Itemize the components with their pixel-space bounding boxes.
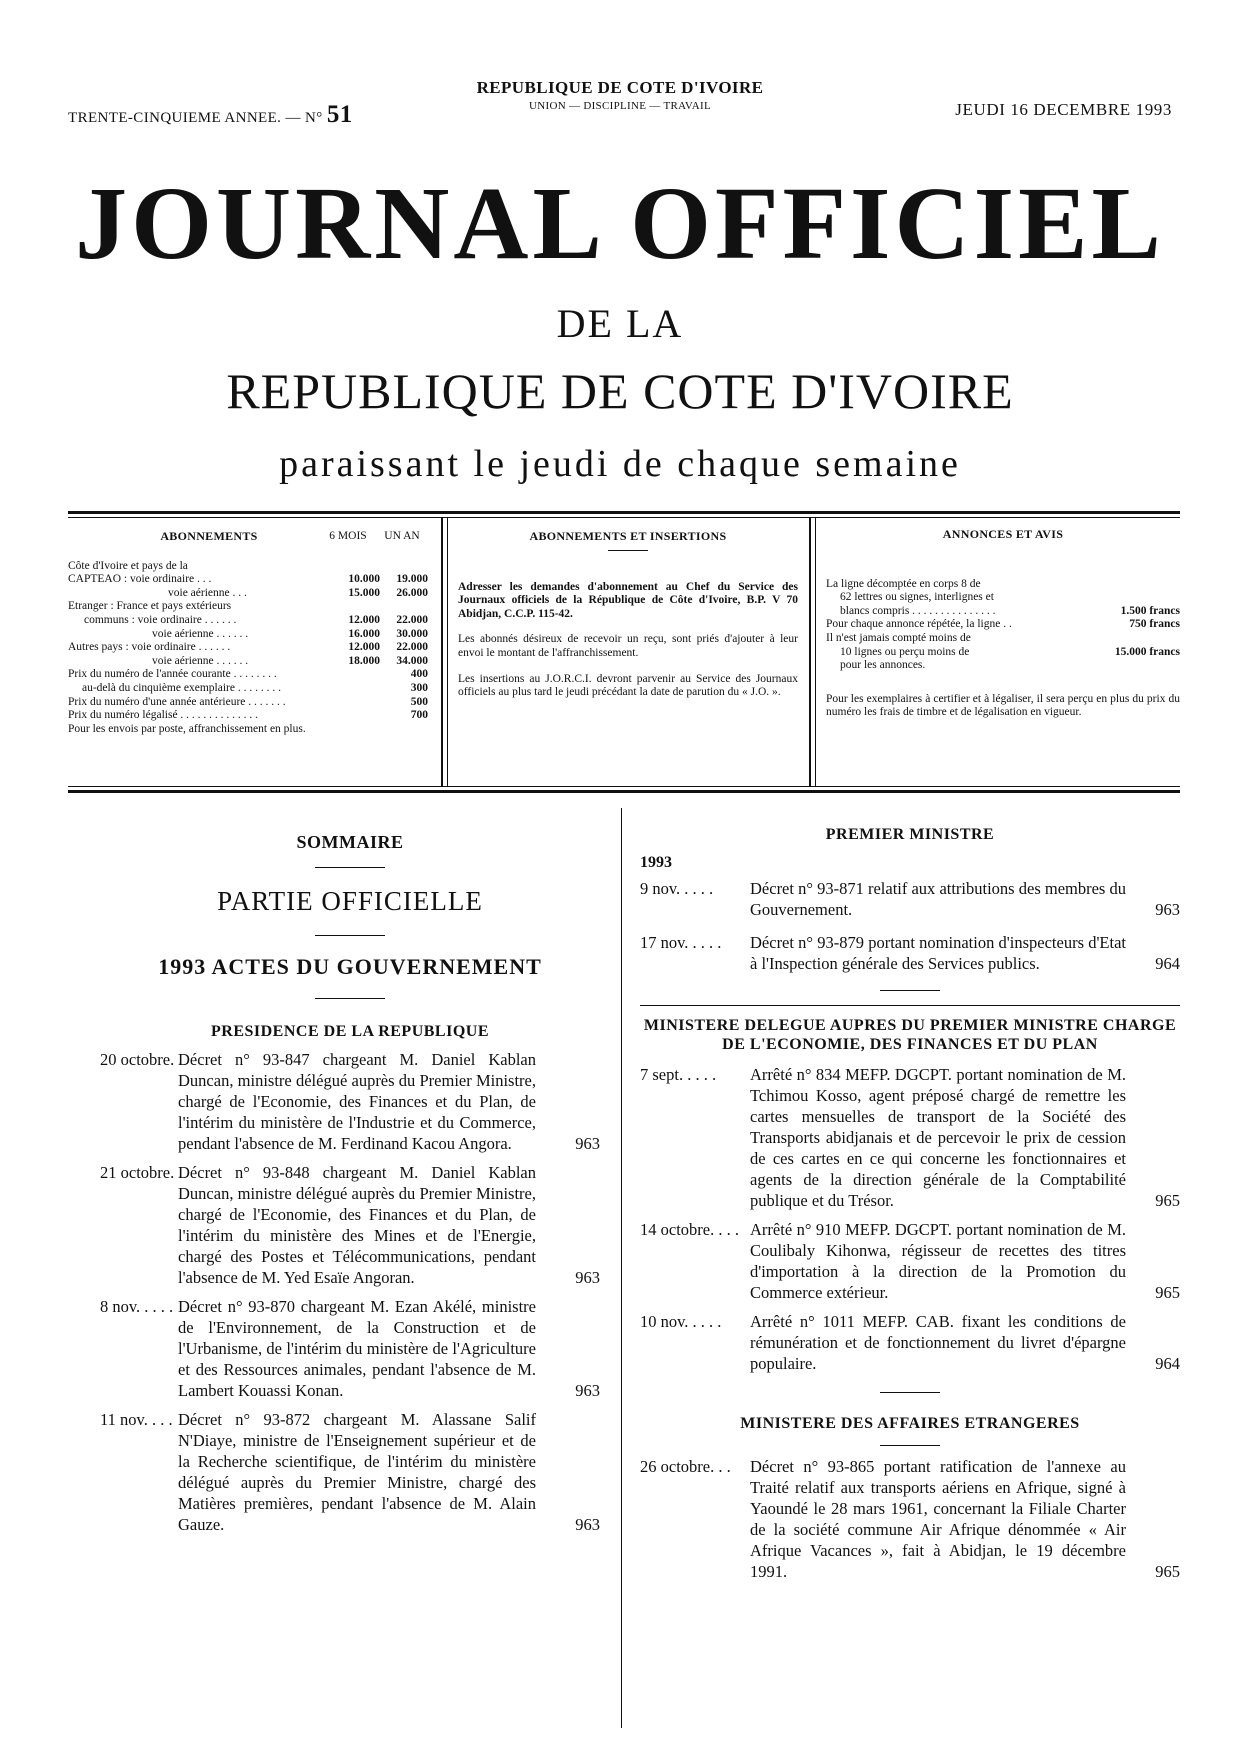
sub-row: communs : voie ordinaire . . . . . . 12.000 22.000 [84,613,428,626]
section-rule [880,1392,940,1393]
insertions-title-rule [608,550,648,551]
toc-entry[interactable] [640,878,1180,920]
col-un-an: UN AN [384,530,420,542]
insertions-title: ABONNEMENTS ET INSERTIONS [529,529,727,543]
sub-row: Autres pays : voie ordinaire . . . . . . 12.000 22.000 [68,641,428,654]
col-6mois: 6 MOIS [329,530,367,542]
entry-date: 21 octobre. . [100,1163,183,1182]
box-divider-1 [441,518,443,786]
sub-row: voie aérienne . . . . . . 16.000 30.000 [152,627,428,640]
insertions-box [458,530,798,700]
box-top-rule [68,511,1180,514]
masthead-de-la: DE LA [556,301,684,346]
annonces-legalisation-note: Pour les exemplaires à certifier et à légaliser, il sera perçu en plus du prix du numéro les frais de timbre et de légalisation en vigueur. [826,692,1180,719]
toc-entry[interactable] [100,1409,600,1535]
entry-page: 965 [1155,1283,1180,1302]
entry-text: Décret n° 93-847 chargeant M. Daniel Kablan Duncan, ministre délégué auprès du Premier Ministre, chargé de l'Economie, des Finances et du Plan, de l'intérim du ministère de l'Industrie et du Commerce, pendant l'absence de M. Ferdinand Kacou Angora. [178,1050,536,1153]
annonce-line: La ligne décomptée en corps 8 de [826,577,981,590]
box-divider-2b [815,518,816,786]
postal-note: Pour les envois par poste, affranchissement en plus. [68,722,306,735]
national-motto: UNION — DISCIPLINE — TRAVAIL [529,100,711,112]
annonce-price-row: blancs compris . . . . . . . . . . . . . . . 1.500 francs [840,604,1180,617]
masthead-tagline: paraissant le jeudi de chaque semaine [279,443,961,485]
actes-gouvernement: 1993 ACTES DU GOUVERNEMENT [158,954,542,979]
section-rule [880,990,940,991]
issue-number: 51 [326,101,353,128]
partie-officielle: PARTIE OFFICIELLE [217,886,483,916]
entry-date: 11 nov. . . . [100,1410,173,1429]
toc-entry[interactable] [100,1049,600,1154]
issue-line [68,101,353,129]
entry-text: Décret n° 93-871 relatif aux attributions des membres du Gouvernement. [750,879,1126,919]
price-row: Prix du numéro légalisé . . . . . . . . . . . . . . 700 [68,709,428,722]
sub-row: voie aérienne . . . 15.000 26.000 [168,586,428,599]
entry-page: 965 [1155,1191,1180,1210]
section-year: 1993 [640,854,672,871]
entry-text: Arrêté n° 910 MEFP. DGCPT. portant nomination de M. Coulibaly Kihonwa, régisseur de recettes des titres d'importation à la direction de la Promotion du Commerce extérieur. [750,1220,1126,1302]
entry-text: Décret n° 93-848 chargeant M. Daniel Kablan Duncan, ministre délégué auprès du Premier Ministre, chargé de l'Economie, des Finances et du Plan, de l'intérim du ministère des Mines et de l'Energie, chargé des Postes et Télécommunications, pendant l'absence de M. Yed Esaïe Angoran. [178,1163,536,1287]
entry-text: Décret n° 93-870 chargeant M. Ezan Akélé, ministre de l'Environnement, de la Construction et de l'Urbanisme, de l'intérim du ministère de l'Agriculture et des Ressources animales, pendant l'absence de M. Lambert Kouassi Konan. [178,1297,536,1400]
section-separator [640,1005,1180,1006]
year-label: TRENTE-CINQUIEME ANNEE. — N° [68,110,323,126]
right-column [640,826,1180,1582]
entry-text: Décret n° 93-872 chargeant M. Alassane Salif N'Diaye, ministre de l'Enseignement supérieur et de la Recherche scientifique, de l'intérim du ministère délégué auprès du Premier Ministre, chargé des Matières premières, pendant l'absence de M. Alain Gauze. [178,1410,536,1534]
entry-page: 963 [575,1381,600,1400]
entry-date: 8 nov. . . . . [100,1297,174,1316]
entry-page: 963 [575,1134,600,1153]
subscriptions-box [68,530,428,736]
toc-entry[interactable] [100,1296,600,1401]
entry-date: 26 octobre. . . [640,1457,731,1476]
price-row: au-delà du cinquième exemplaire . . . . . . . . 300 [82,681,428,694]
box-divider-1b [447,518,448,786]
sub-row: voie aérienne . . . . . . 18.000 34.000 [152,654,428,667]
sub-row: CAPTEAO : voie ordinaire . . . 10.000 19.000 [68,573,428,586]
box-bottom-rule [68,790,1180,793]
entry-date: 9 nov. . . . . [640,879,714,898]
section-premier-ministre: PREMIER MINISTRE [825,826,995,843]
country-name: REPUBLIQUE DE COTE D'IVOIRE [476,78,764,97]
entry-page: 964 [1155,954,1180,973]
box-divider-2 [809,518,811,786]
sommaire-title: SOMMAIRE [296,832,404,852]
annonce-line: Il n'est jamais compté moins de [826,631,971,644]
annonce-price-row: 10 lignes ou perçu moins de 15.000 francs [840,645,1180,658]
masthead-title: JOURNAL OFFICIEL [75,166,1165,281]
entry-text: Décret n° 93-879 portant nomination d'inspecteurs d'Etat à l'Inspection générale des Services publics. [750,933,1126,973]
annonce-price-row: Pour chaque annonce répétée, la ligne . . 750 francs [826,618,1180,631]
annonce-line: pour les annonces. [840,659,926,672]
insertions-address: Adresser les demandes d'abonnement au Chef du Service des Journaux officiels de la République de Côte d'Ivoire, B.P. V 70 Abidjan, C.C.P. 115-42. [458,580,798,620]
section-affaires-etrangeres: MINISTERE DES AFFAIRES ETRANGERES [740,1415,1080,1432]
actes-rule [315,998,385,999]
sommaire-rule [315,867,385,868]
sub-row: Côte d'Ivoire et pays de la [68,559,188,572]
entry-text: Décret n° 93-865 portant ratification de l'annexe au Traité relatif aux transports aériens en Afrique, signé à Yaoundé le 28 mars 1961, concernant la Filiale Charter de la société commune Air Afrique dénommée « Air Afrique Vacances », fait à Abidjan, le 19 décembre 1991. [750,1457,1126,1581]
annonces-title: ANNONCES ET AVIS [942,527,1064,541]
insertions-deadline-note: Les insertions au J.O.R.C.I. devront parvenir au Service des Journaux officiels au plus tard le jeudi précédant la date de parution du « J.O. ». [458,672,798,699]
entry-page: 963 [575,1268,600,1287]
insertions-receipt-note: Les abonnés désireux de recevoir un reçu, sont priés d'ajouter à leur envoi le montant de l'affranchissement. [458,633,798,659]
partie-rule [315,935,385,936]
section-ministere-economie: MINISTERE DELEGUE AUPRES DU PREMIER MINISTRE CHARGE DE L'ECONOMIE, DES FINANCES ET DU PLAN [643,1017,1177,1053]
box-bottom-rule-thin [68,786,1180,787]
masthead-republic: REPUBLIQUE DE COTE D'IVOIRE [226,363,1014,419]
annonce-line: 62 lettres ou signes, interlignes et [840,591,994,604]
country-block [430,78,810,112]
section-presidence: PRESIDENCE DE LA REPUBLIQUE [211,1023,489,1040]
entry-date: 14 octobre. . . . [640,1220,739,1239]
box-top-rule-thin [68,517,1180,518]
column-divider [621,808,622,1728]
left-column [100,832,600,1535]
issue-date: JEUDI 16 DECEMBRE 1993 [955,100,1172,119]
entry-text: Arrêté n° 834 MEFP. DGCPT. portant nomination de M. Tchimou Kosso, agent préposé chargé de remettre les cartes mensuelles de transport de la Société des Transports abidjanais et de percevoir le prix de cession de ces cartes en ce qui concerne les fonctionnaires et agents de la direction générale de la Comptabilité publique et du Trésor. [750,1065,1126,1210]
toc-entry[interactable] [100,1162,600,1288]
entry-page: 963 [1155,900,1180,919]
toc-entry[interactable] [640,932,1180,974]
entry-page: 964 [1155,1354,1180,1373]
subscriptions-title: ABONNEMENTS [160,529,258,543]
entry-date: 7 sept. . . . . [640,1065,717,1084]
entry-date: 17 nov. . . . . [640,933,722,952]
annonces-box [826,528,1180,720]
toc-entry[interactable] [640,1456,1180,1582]
entry-date: 20 octobre. . [100,1050,183,1069]
entry-page: 965 [1155,1562,1180,1581]
toc-entry[interactable] [640,1219,1180,1303]
toc-entry[interactable] [640,1311,1180,1374]
toc-entry[interactable] [640,1064,1180,1211]
entry-date: 10 nov. . . . . [640,1312,722,1331]
section-rule [880,1445,940,1446]
entry-text: Arrêté n° 1011 MEFP. CAB. fixant les conditions de rémunération et de fonctionnement du livret d'épargne populaire. [750,1312,1126,1373]
price-row: Prix du numéro de l'année courante . . . . . . . . 400 [68,668,428,681]
price-row: Prix du numéro d'une année antérieure . . . . . . . 500 [68,695,428,708]
sub-row: Etranger : France et pays extérieurs [68,600,232,613]
entry-page: 963 [575,1515,600,1534]
